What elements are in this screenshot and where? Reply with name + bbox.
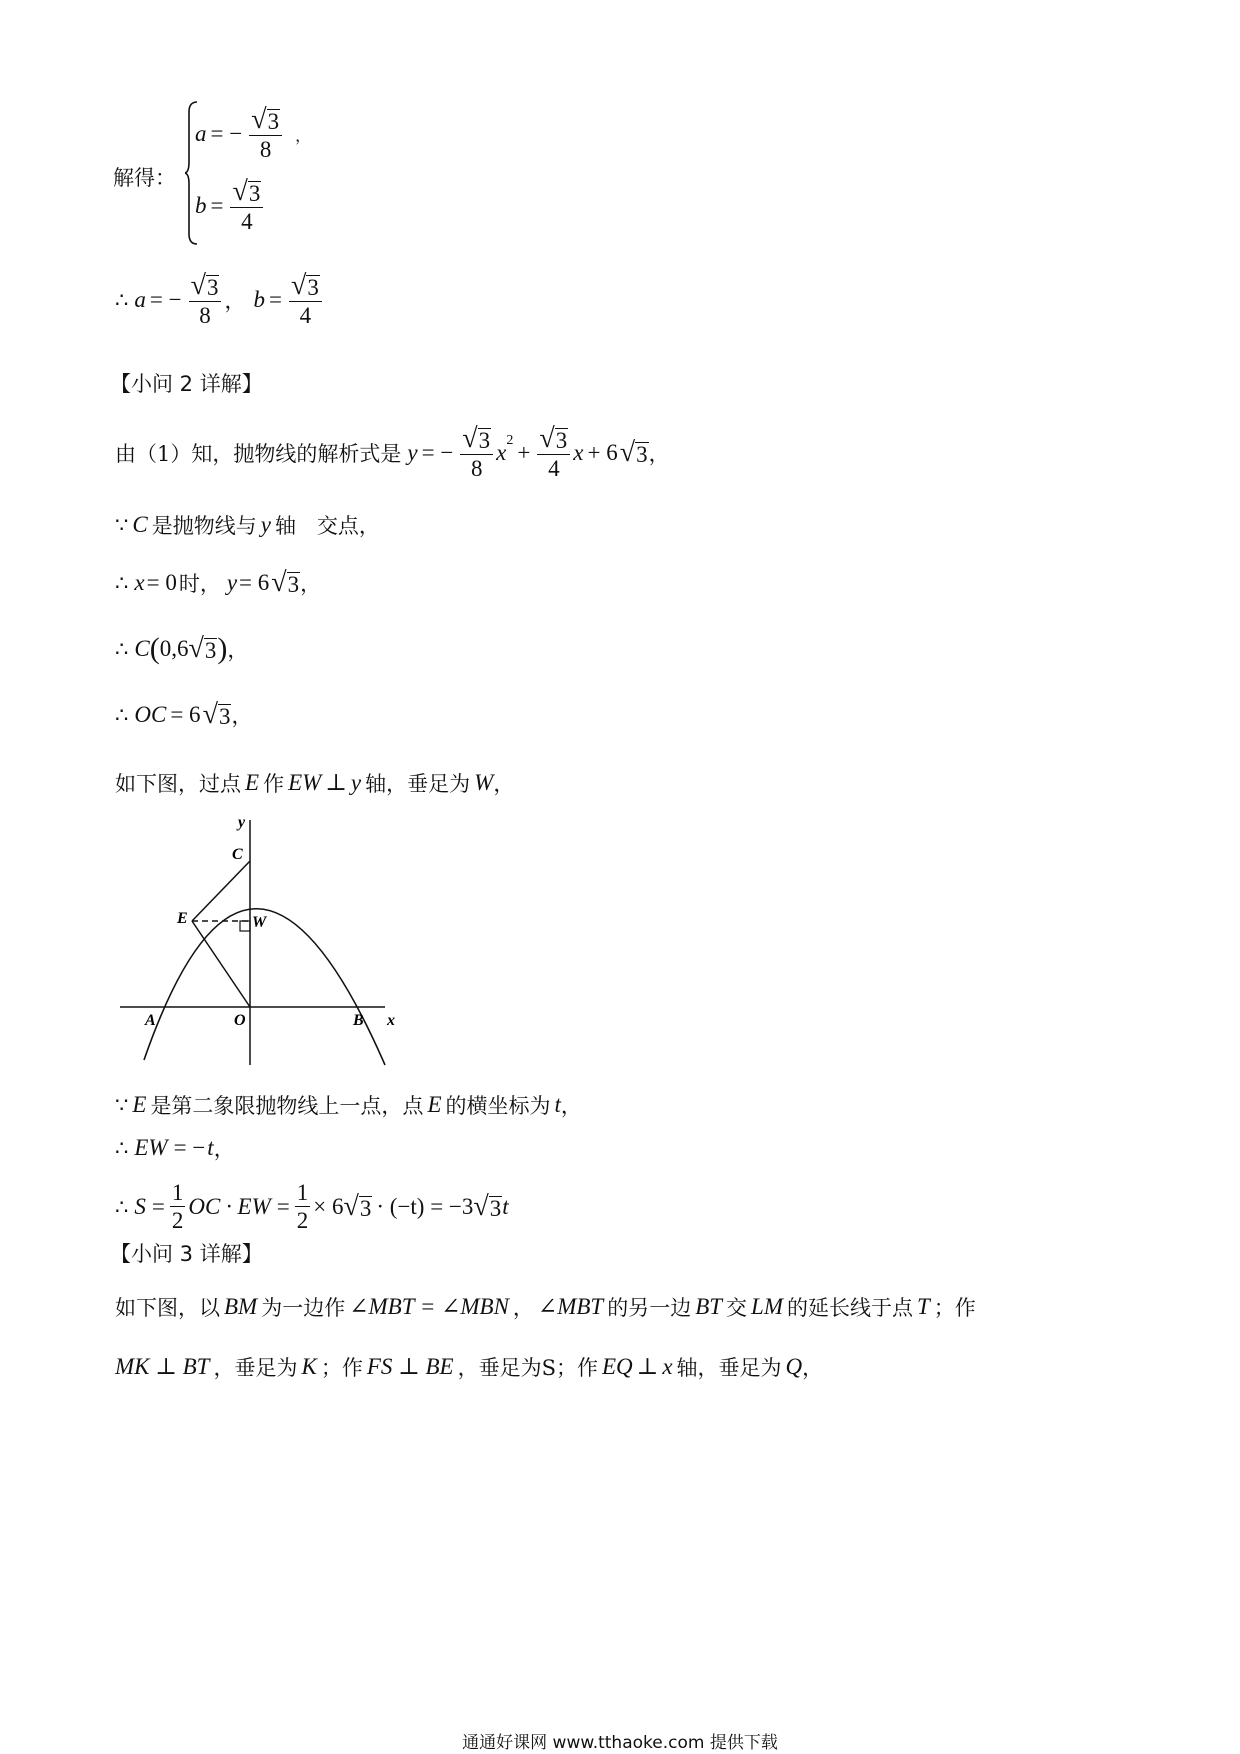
therefore-ab: ∴ a = − √ 3 8 ， b = √ 3 4 [115, 272, 325, 328]
segment-ce [192, 861, 250, 921]
parabola-curve [144, 909, 385, 1065]
parabola-expression: 由（1）知，抛物线的解析式是 y = − √ 3 8 x $^2$ + √ 3 4 x + 6 √ 3 ， [115, 423, 670, 481]
label-e: E [177, 910, 188, 927]
label-b: B [353, 1012, 364, 1029]
line-ew-value: ∴ EW = − t ， [115, 1135, 235, 1161]
line-c-intersection: ∵ C 是抛物线与 y 轴 交点， [115, 512, 380, 538]
page-footer: 通通好课网 www.tthaoke.com 提供下载 [462, 1733, 778, 1753]
solve-label: 解得： [113, 166, 176, 190]
label-c: C [232, 846, 243, 863]
line-area-s: ∴ S = $\frac{1}{2}$ OC · EW = $\frac{1}{2}$ × 6 √ 3 · (−t) = −3 √ 3 t [115, 1180, 509, 1234]
line-point-c: ∴ C ( 0,6 √ 3 ) ， [115, 632, 249, 665]
system-row-b: b = √ 3 4 [195, 178, 266, 234]
heading-part-3: 【小问 3 详解】 [110, 1242, 263, 1266]
line-oc: ∴ OC = 6 √ 3 ， [115, 699, 253, 730]
line-construct-bt: 如下图，以 BM 为一边作 ∠MBT = ∠MBN ， ∠MBT 的另一边 BT 交 LM 的延长线于点 T ；作 [115, 1294, 976, 1320]
label-o: O [234, 1012, 246, 1029]
parabola-figure [115, 815, 415, 1070]
segment-eo [192, 921, 250, 1007]
line-e-abscissa: ∵ E 是第二象限抛物线上一点，点 E 的横坐标为 t ， [115, 1092, 582, 1118]
line-x-zero: ∴ x = 0 时， y = 6 √ 3 ， [115, 567, 322, 598]
line-construct-perpendiculars: MK ⊥ BT ，垂足为 K ；作 FS ⊥ BE ，垂足为S；作 EQ ⊥ x 轴，垂足为 Q ， [115, 1354, 824, 1380]
label-w: W [252, 914, 267, 931]
heading-part-2: 【小问 2 详解】 [110, 372, 263, 396]
label-a: A [145, 1012, 156, 1029]
system-row-a: a = − √ 3 8 ， [195, 104, 312, 162]
label-y: y [238, 815, 246, 831]
right-angle-mark [240, 921, 250, 931]
label-x: x [387, 1012, 395, 1029]
line-construct-ew: 如下图，过点 E 作 EW ⊥ y 轴，垂足为 W ， [115, 770, 515, 796]
